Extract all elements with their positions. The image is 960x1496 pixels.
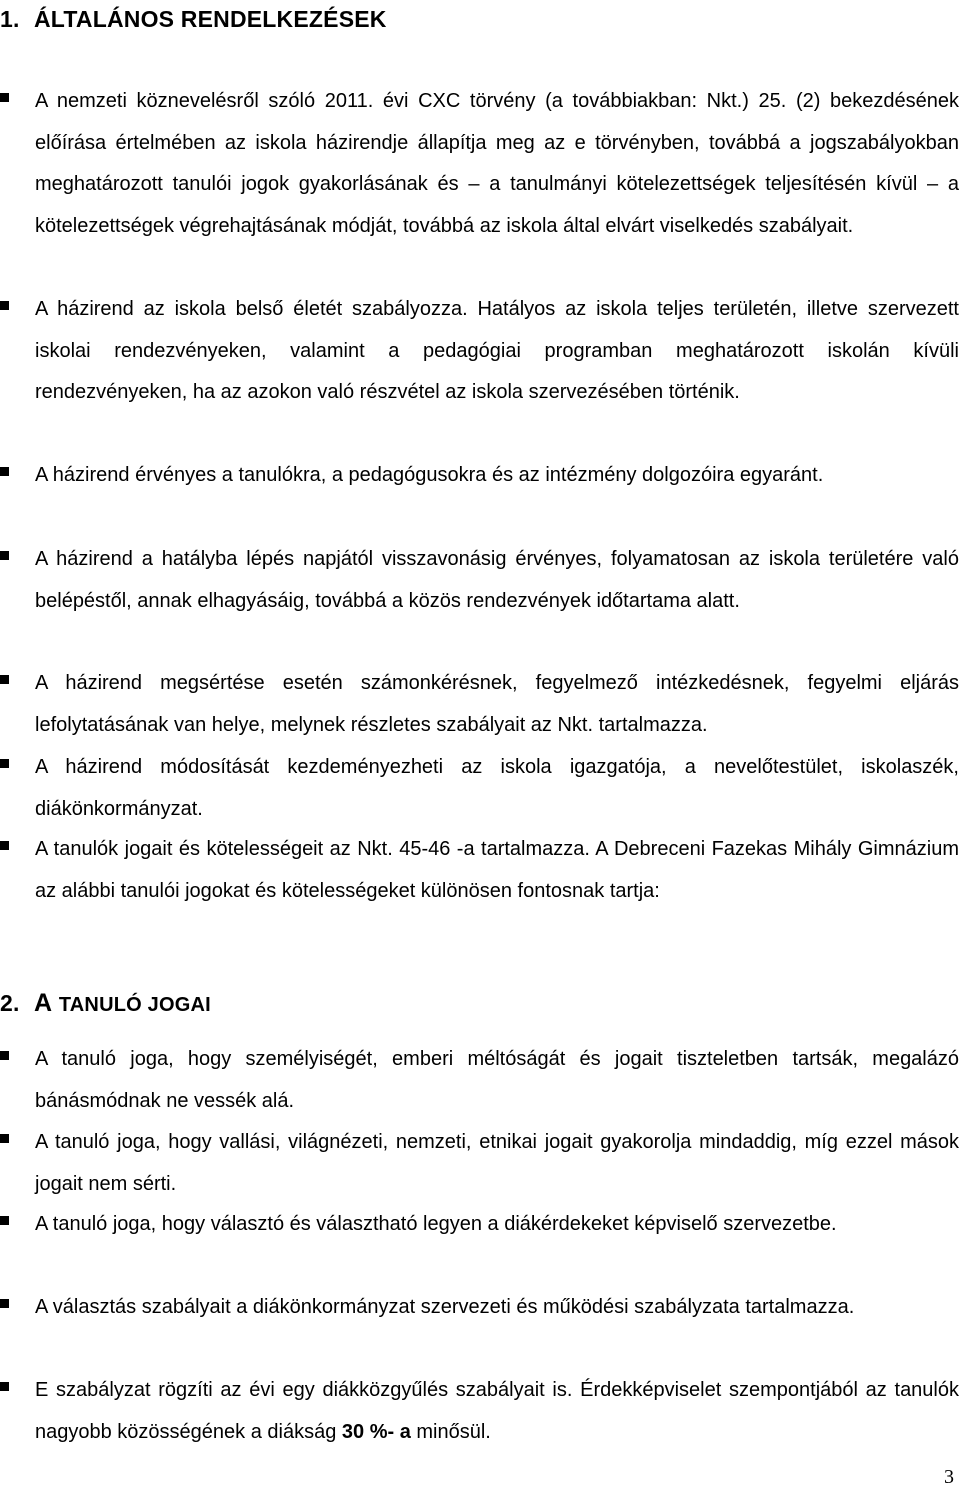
- bullet-icon: [0, 467, 9, 476]
- bullet-icon: [0, 759, 9, 768]
- list-item-text: A nemzeti köznevelésről szóló 2011. évi CXC törvény (a továbbiakban: Nkt.) 25. (2) bekezdésének előírása értelmében az iskola házirendje állapítja meg az e törvényben, továbbá a jogszabályokban meghatározott tanulói jogok gyakorlásának és – a tanulmányi kötelezettségek teljesítésén kívül – a kötelezettségek végrehajtásának módját, továbbá az iskola által elvárt viselkedés szabályait.: [35, 90, 959, 237]
- list-item-text: A választás szabályait a diákönkormányzat szervezeti és működési szabályzata tartalmazza.: [35, 1296, 855, 1318]
- bullet-icon: [0, 841, 9, 850]
- section-2-title: TANULÓ JOGAI: [58, 994, 211, 1016]
- page-number: 3: [944, 1466, 954, 1488]
- section-2-heading: [0, 989, 211, 1018]
- bullet-icon: [0, 1134, 9, 1143]
- bullet-icon: [0, 675, 9, 684]
- list-item-text: A házirend érvényes a tanulókra, a pedagógusokra és az intézmény dolgozóira egyaránt.: [35, 464, 824, 486]
- list-item-text: A tanuló joga, hogy választó és választható legyen a diákérdekeket képviselő szervezetbe.: [35, 1213, 837, 1235]
- list-item-text-part: E szabályzat rögzíti az évi egy diákközgyűlés szabályait is. Érdekképviselet szempontjából az tanulók nagyobb közösségének a diákság: [35, 1379, 959, 1443]
- list-item-text: A házirend a hatályba lépés napjától visszavonásig érvényes, folyamatosan az iskola területére való belépéstől, annak elhagyásáig, továbbá a közös rendezvények időtartama alatt.: [35, 548, 959, 612]
- list-item-text: A házirend módosítását kezdeményezheti az iskola igazgatója, a nevelőtestület, iskolaszék, diákönkormányzat.: [35, 756, 959, 820]
- list-item-text: A tanulók jogait és kötelességeit az Nkt. 45-46 -a tartalmazza. A Debreceni Fazekas Mihály Gimnázium az alábbi tanulói jogokat és kötelességeket különösen fontosnak tartja:: [35, 838, 959, 902]
- bullet-icon: [0, 1216, 9, 1225]
- list-item-text: A tanuló joga, hogy személyiségét, emberi méltóságát és jogait tiszteletben tartsák, megalázó bánásmódnak ne vessék alá.: [35, 1048, 959, 1112]
- list-item-text: [35, 1370, 959, 1453]
- bullet-icon: [0, 1051, 9, 1060]
- section-2-number: 2.: [0, 990, 20, 1016]
- percentage-suffix: %- a: [369, 1420, 411, 1443]
- bullet-icon: [0, 1299, 9, 1308]
- list-item-text-end: minősül.: [410, 1420, 491, 1443]
- bullet-icon: [0, 1382, 9, 1391]
- section-1-heading: [0, 6, 387, 33]
- section-1-title: ÁLTALÁNOS RENDELKEZÉSEK: [34, 6, 387, 32]
- list-item-text: A tanuló joga, hogy vallási, világnézeti, nemzeti, etnikai jogait gyakorolja mindaddig, míg ezzel mások jogait nem sérti.: [35, 1131, 959, 1195]
- section-2-title-initial: A: [34, 989, 53, 1017]
- list-item-text: A házirend az iskola belső életét szabályozza. Hatályos az iskola teljes területén, illetve szervezett iskolai rendezvényeken, valamint a pedagógiai programban meghatározott iskolán kívüli rendezvényeken, ha az azokon való részvétel az iskola szervezésében történik.: [35, 298, 959, 403]
- bullet-icon: [0, 551, 9, 560]
- percentage-value: 30: [341, 1420, 365, 1443]
- bullet-icon: [0, 93, 9, 102]
- bullet-icon: [0, 301, 9, 310]
- list-item-text: A házirend megsértése esetén számonkérésnek, fegyelmező intézkedésnek, fegyelmi eljárás lefolytatásának van helye, melynek részletes szabályait az Nkt. tartalmazza.: [35, 672, 959, 736]
- section-1-number: 1.: [0, 6, 20, 32]
